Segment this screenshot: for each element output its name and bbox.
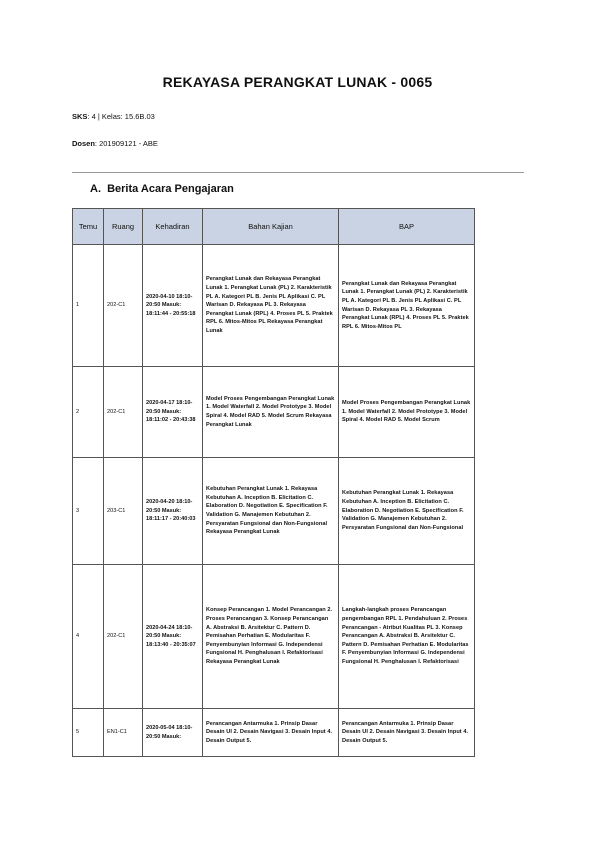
- bap-table: [72, 208, 475, 757]
- table-row: [73, 245, 475, 367]
- section-number: A.: [90, 183, 101, 195]
- cell-temu: 2: [73, 367, 104, 458]
- cell-temu: 5: [73, 709, 104, 757]
- cell-bap: Perancangan Antarmuka 1. Prinsip Dasar Desain UI 2. Desain Navigasi 3. Desain Input 4. Desain Output 5.: [339, 709, 475, 757]
- cell-ruang: EN1-C1: [104, 709, 143, 757]
- header-temu: Temu: [73, 209, 104, 245]
- header-kehadiran: Kehadiran: [143, 209, 203, 245]
- cell-bahan-kajian: Konsep Perancangan 1. Model Perancangan 2. Proses Perancangan 3. Konsep Perancangan A. Abstraksi B. Arsitektur C. Pattern D. Pemisahan Perhatian E. Modularitas F. Penyembunyian Informasi G. Independensi Fungsional H. Penghalusan I. Refaktorisasi Rekayasa Perangkat Lunak: [203, 565, 339, 709]
- cell-bap: Langkah-langkah proses Perancangan pengembangan RPL 1. Pendahuluan 2. Proses Perancangan - Atribut Kualitas PL 3. Konsep Perancangan A. Abstraksi B. Arsitektur C. Pattern D. Pemisahan Perhatian E. Modularitas F. Penyembunyian Informasi G. Independensi Fungsional H. Penghalusan I. Refaktorisasi: [339, 565, 475, 709]
- cell-bahan-kajian: Kebutuhan Perangkat Lunak 1. Rekayasa Kebutuhan A. Inception B. Elicitation C. Elaboration D. Negotiation E. Specification F. Validation G. Manajemen Kebutuhan 2. Persyaratan Fungsional dan Non-Fungsional Rekayasa Perangkat Lunak: [203, 458, 339, 565]
- page-title: REKAYASA PERANGKAT LUNAK - 0065: [162, 74, 433, 90]
- cell-bap: Kebutuhan Perangkat Lunak 1. Rekayasa Kebutuhan A. Inception B. Elicitation C. Elaboration D. Negotiation E. Specification F. Validation G. Manajemen Kebutuhan 2. Persyaratan Fungsional dan Non-Fungsional: [339, 458, 475, 565]
- dosen-value: : 201909121 - ABE: [94, 139, 158, 148]
- cell-kehadiran: 2020-04-20 18:10-20:50 Masuk: 18:11:17 - 20:40:03: [143, 458, 203, 565]
- cell-ruang: 202-C1: [104, 565, 143, 709]
- cell-kehadiran: 2020-04-17 18:10-20:50 Masuk: 18:11:02 - 20:43:38: [143, 367, 203, 458]
- cell-temu: 4: [73, 565, 104, 709]
- cell-bap: Perangkat Lunak dan Rekayasa Perangkat Lunak 1. Perangkat Lunak (PL) 2. Karakteristik PL A. Kategori PL B. Jenis PL Aplikasi C. PL Warisan D. Rekayasa PL 3. Rekayasa Perangkat Lunak (RPL) 4. Proses PL 5. Praktek RPL 6. Mitos-Mitos PL: [339, 245, 475, 367]
- sks-value: : 4 | Kelas: 15.6B.03: [87, 112, 155, 121]
- table-row: [73, 367, 475, 458]
- cell-kehadiran: 2020-04-24 18:10-20:50 Masuk: 18:13:40 - 20:35:07: [143, 565, 203, 709]
- cell-bahan-kajian: Perangkat Lunak dan Rekayasa Perangkat Lunak 1. Perangkat Lunak (PL) 2. Karakteristik PL A. Kategori PL B. Jenis PL Aplikasi C. PL Warisan D. Rekayasa PL 3. Rekayasa Perangkat Lunak (RPL) 4. Proses PL 5. Praktek RPL 6. Mitos-Mitos PL Rekayasa Perangkat Lunak: [203, 245, 339, 367]
- cell-ruang: 203-C1: [104, 458, 143, 565]
- table-row: [73, 709, 475, 757]
- cell-kehadiran: 2020-05-04 18:10-20:50 Masuk:: [143, 709, 203, 757]
- cell-bahan-kajian: Perancangan Antarmuka 1. Prinsip Dasar Desain UI 2. Desain Navigasi 3. Desain Input 4. Desain Output 5.: [203, 709, 339, 757]
- cell-temu: 3: [73, 458, 104, 565]
- cell-bahan-kajian: Model Proses Pengembangan Perangkat Lunak 1. Model Waterfall 2. Model Prototype 3. Model Spiral 4. Model RAD 5. Model Scrum Rekayasa Perangkat Lunak: [203, 367, 339, 458]
- table-row: [73, 458, 475, 565]
- header-bap: BAP: [339, 209, 475, 245]
- cell-temu: 1: [73, 245, 104, 367]
- section-title: Berita Acara Pengajaran: [107, 183, 234, 195]
- sks-label: SKS: [72, 112, 88, 121]
- table-header-row: [73, 209, 475, 245]
- section-heading: [90, 183, 234, 195]
- cell-bap: Model Proses Pengembangan Perangkat Lunak 1. Model Waterfall 2. Model Prototype 3. Model Spiral 4. Model RAD 5. Model Scrum: [339, 367, 475, 458]
- header-ruang: Ruang: [104, 209, 143, 245]
- table-row: [73, 565, 475, 709]
- dosen-label: Dosen: [72, 139, 95, 148]
- header-bahan-kajian: Bahan Kajian: [203, 209, 339, 245]
- cell-ruang: 202-C1: [104, 245, 143, 367]
- horizontal-divider: [72, 172, 524, 173]
- cell-ruang: 202-C1: [104, 367, 143, 458]
- cell-kehadiran: 2020-04-10 18:10-20:50 Masuk: 18:11:44 - 20:55:18: [143, 245, 203, 367]
- sks-line: [72, 112, 155, 121]
- dosen-line: [72, 139, 158, 148]
